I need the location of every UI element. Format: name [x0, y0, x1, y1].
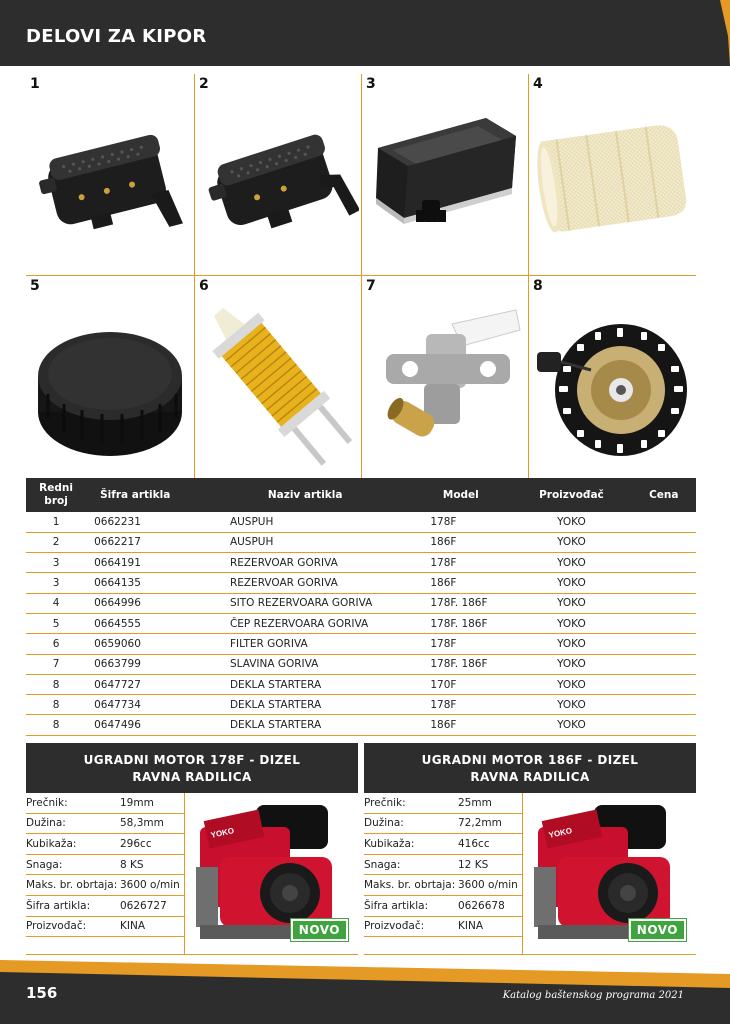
page-number: 156 [26, 984, 58, 1002]
cell-redni-broj: 5 [26, 613, 86, 633]
spec-label: Prečnik: [26, 796, 68, 809]
spec-value: 12 KS [458, 858, 489, 871]
table-row [26, 532, 696, 552]
cell-cena [632, 573, 696, 593]
spec-value: 58,3mm [120, 817, 164, 830]
spec-label: Snaga: [26, 858, 63, 871]
cell-redni-broj: 6 [26, 634, 86, 654]
spec-row [364, 855, 522, 876]
cell-naziv: AUSPUH [200, 532, 410, 552]
cell-cena [632, 512, 696, 532]
engine-card-bottom-line [26, 954, 358, 955]
cell-model: 178F [410, 634, 511, 654]
spec-label: Šifra artikla: [364, 899, 429, 912]
cell-sifra: 0647727 [86, 674, 200, 694]
spec-row [26, 896, 184, 917]
product-cell-5 [26, 276, 193, 476]
spec-row [364, 896, 522, 917]
cell-sifra: 0662231 [86, 512, 200, 532]
product-cell-8 [529, 276, 696, 476]
table-row [26, 553, 696, 573]
spec-label: Dužina: [26, 817, 66, 830]
cell-sifra: 0647496 [86, 715, 200, 735]
engine-card-header [26, 743, 358, 793]
cell-redni-broj: 3 [26, 553, 86, 573]
spec-value: 72,2mm [458, 817, 502, 830]
cell-proizvodjac: YOKO [511, 715, 631, 735]
engine-brand-plate: YOKO [209, 826, 235, 840]
cell-model: 178F. 186F [410, 613, 511, 633]
spec-label: Prečnik: [364, 796, 406, 809]
cell-sifra: 0659060 [86, 634, 200, 654]
muffler-image [30, 92, 190, 272]
cell-proizvodjac: YOKO [511, 613, 631, 633]
cell-redni-broj: 3 [26, 573, 86, 593]
catalog-caption: Katalog baštenskog programa 2021 [502, 990, 684, 1001]
spec-label: Maks. br. obrtaja: [26, 879, 118, 892]
cell-sifra: 0664135 [86, 573, 200, 593]
spec-row [26, 814, 184, 835]
column-header-redni-broj: Redni broj [39, 482, 73, 507]
cell-sifra: 0664555 [86, 613, 200, 633]
column-header-proizvodjac: Proizvođač [539, 488, 604, 501]
cell-redni-broj: 8 [26, 715, 86, 735]
table-row [26, 695, 696, 715]
spec-label: Snaga: [364, 858, 401, 871]
cell-naziv: FILTER GORIVA [200, 634, 410, 654]
novo-badge: NOVO [629, 919, 686, 941]
cell-model: 178F. 186F [410, 654, 511, 674]
cell-cena [632, 654, 696, 674]
spec-label: Kubikaža: [364, 837, 415, 850]
spec-value: 3600 o/min [458, 879, 518, 892]
product-number: 1 [30, 76, 40, 92]
cell-naziv: AUSPUH [200, 512, 410, 532]
fuel-valve-image [366, 294, 526, 474]
product-number: 3 [366, 76, 376, 92]
spec-value: 0626678 [458, 899, 505, 912]
spec-row [364, 875, 522, 896]
spec-value: KINA [458, 920, 484, 933]
engine-spec-list [364, 793, 522, 937]
cell-model: 170F [410, 674, 511, 694]
column-header-naziv-artikla: Naziv artikla [267, 488, 343, 501]
spec-value: 416cc [458, 837, 490, 850]
product-image-grid [26, 74, 696, 478]
cell-sifra: 0662217 [86, 532, 200, 552]
spec-label: Proizvođač: [364, 920, 425, 933]
cell-cena [632, 715, 696, 735]
fuel-cap-image [30, 294, 190, 474]
cell-proizvodjac: YOKO [511, 573, 631, 593]
product-number: 2 [199, 76, 209, 92]
cell-redni-broj: 1 [26, 512, 86, 532]
column-header-model: Model [442, 488, 479, 501]
engine-card-header [364, 743, 696, 793]
cell-naziv: DEKLA STARTERA [200, 674, 410, 694]
cell-redni-broj: 7 [26, 654, 86, 674]
spec-value: 25mm [458, 796, 492, 809]
product-number: 7 [366, 278, 376, 294]
engine-subtitle: RAVNA RADILICA [470, 770, 590, 784]
cell-sifra: 0663799 [86, 654, 200, 674]
cell-model: 186F [410, 715, 511, 735]
spec-row [26, 875, 184, 896]
spec-row [26, 793, 184, 814]
table-row [26, 573, 696, 593]
cell-redni-broj: 8 [26, 674, 86, 694]
spec-row [26, 834, 184, 855]
table-row [26, 512, 696, 532]
product-cell-7 [362, 276, 529, 476]
cell-sifra: 0664996 [86, 593, 200, 613]
spec-row [26, 855, 184, 876]
spec-value: 0626727 [120, 899, 167, 912]
novo-badge: NOVO [291, 919, 348, 941]
engine-brand-plate: YOKO [547, 826, 573, 840]
cell-cena [632, 553, 696, 573]
cell-sifra: 0647734 [86, 695, 200, 715]
cell-cena [632, 613, 696, 633]
cell-cena [632, 695, 696, 715]
product-cell-2 [195, 74, 362, 274]
engine-spec-list [26, 793, 184, 937]
spec-row [364, 834, 522, 855]
cell-model: 178F [410, 695, 511, 715]
spec-label: Šifra artikla: [26, 899, 91, 912]
spec-value: 8 KS [120, 858, 144, 871]
cell-proizvodjac: YOKO [511, 532, 631, 552]
engine-image-wrap [196, 797, 354, 949]
cell-model: 186F [410, 573, 511, 593]
table-row [26, 654, 696, 674]
spec-divider [522, 793, 523, 955]
cell-naziv: SLAVINA GORIVA [200, 654, 410, 674]
spec-row [364, 917, 522, 938]
engine-image-wrap [534, 797, 692, 949]
page-title: DELOVI ZA KIPOR [26, 26, 207, 47]
cell-naziv: SITO REZERVOARA GORIVA [200, 593, 410, 613]
spec-value: 296cc [120, 837, 152, 850]
product-cell-3 [362, 74, 529, 274]
spec-value: 19mm [120, 796, 154, 809]
engine-card-186f [364, 743, 696, 955]
cell-naziv: REZERVOAR GORIVA [200, 573, 410, 593]
spec-row [364, 814, 522, 835]
spec-row [26, 917, 184, 938]
engine-subtitle: RAVNA RADILICA [132, 770, 252, 784]
spec-label: Kubikaža: [26, 837, 77, 850]
page-footer [0, 960, 730, 1024]
engine-title: UGRADNI MOTOR 186F - DIZEL [421, 753, 639, 767]
fuel-filter-image [199, 294, 359, 474]
muffler-image [199, 92, 359, 272]
table-row [26, 715, 696, 735]
cell-proizvodjac: YOKO [511, 593, 631, 613]
cell-proizvodjac: YOKO [511, 674, 631, 694]
product-number: 4 [533, 76, 543, 92]
table-row [26, 674, 696, 694]
cell-naziv: REZERVOAR GORIVA [200, 553, 410, 573]
cell-model: 186F [410, 532, 511, 552]
column-header-cena: Cena [649, 488, 679, 501]
product-number: 8 [533, 278, 543, 294]
engine-card-bottom-line [364, 954, 696, 955]
product-cell-4 [529, 74, 696, 274]
page-header [0, 0, 730, 66]
spec-value: KINA [120, 920, 146, 933]
cell-cena [632, 532, 696, 552]
product-cell-1 [26, 74, 193, 274]
cell-naziv: DEKLA STARTERA [200, 715, 410, 735]
spec-label: Proizvođač: [26, 920, 87, 933]
cell-cena [632, 674, 696, 694]
spec-label: Maks. br. obrtaja: [364, 879, 456, 892]
product-cell-6 [195, 276, 362, 476]
engine-title: UGRADNI MOTOR 178F - DIZEL [83, 753, 301, 767]
table-body [26, 512, 696, 735]
cell-proizvodjac: YOKO [511, 553, 631, 573]
spec-row [364, 793, 522, 814]
cell-proizvodjac: YOKO [511, 512, 631, 532]
table-row [26, 634, 696, 654]
cell-model: 178F. 186F [410, 593, 511, 613]
cell-model: 178F [410, 553, 511, 573]
cell-proizvodjac: YOKO [511, 634, 631, 654]
cell-sifra: 0664191 [86, 553, 200, 573]
engine-card-178f [26, 743, 358, 955]
table-header-row [26, 478, 696, 512]
recoil-starter-image [533, 294, 693, 474]
cell-redni-broj: 8 [26, 695, 86, 715]
product-number: 5 [30, 278, 40, 294]
spec-label: Dužina: [364, 817, 404, 830]
cell-naziv: DEKLA STARTERA [200, 695, 410, 715]
cell-proizvodjac: YOKO [511, 654, 631, 674]
cell-naziv: ČEP REZERVOARA GORIVA [200, 613, 410, 633]
cell-cena [632, 593, 696, 613]
parts-table [26, 478, 696, 736]
fuel-tank-image [366, 92, 526, 272]
table-row [26, 613, 696, 633]
column-header-sifra-artikla: Šifra artikla [100, 488, 171, 501]
cell-cena [632, 634, 696, 654]
cell-proizvodjac: YOKO [511, 695, 631, 715]
table-row [26, 593, 696, 613]
cell-redni-broj: 4 [26, 593, 86, 613]
fuel-strainer-image [533, 92, 693, 272]
product-number: 6 [199, 278, 209, 294]
spec-value: 3600 o/min [120, 879, 180, 892]
cell-redni-broj: 2 [26, 532, 86, 552]
cell-model: 178F [410, 512, 511, 532]
spec-divider [184, 793, 185, 955]
